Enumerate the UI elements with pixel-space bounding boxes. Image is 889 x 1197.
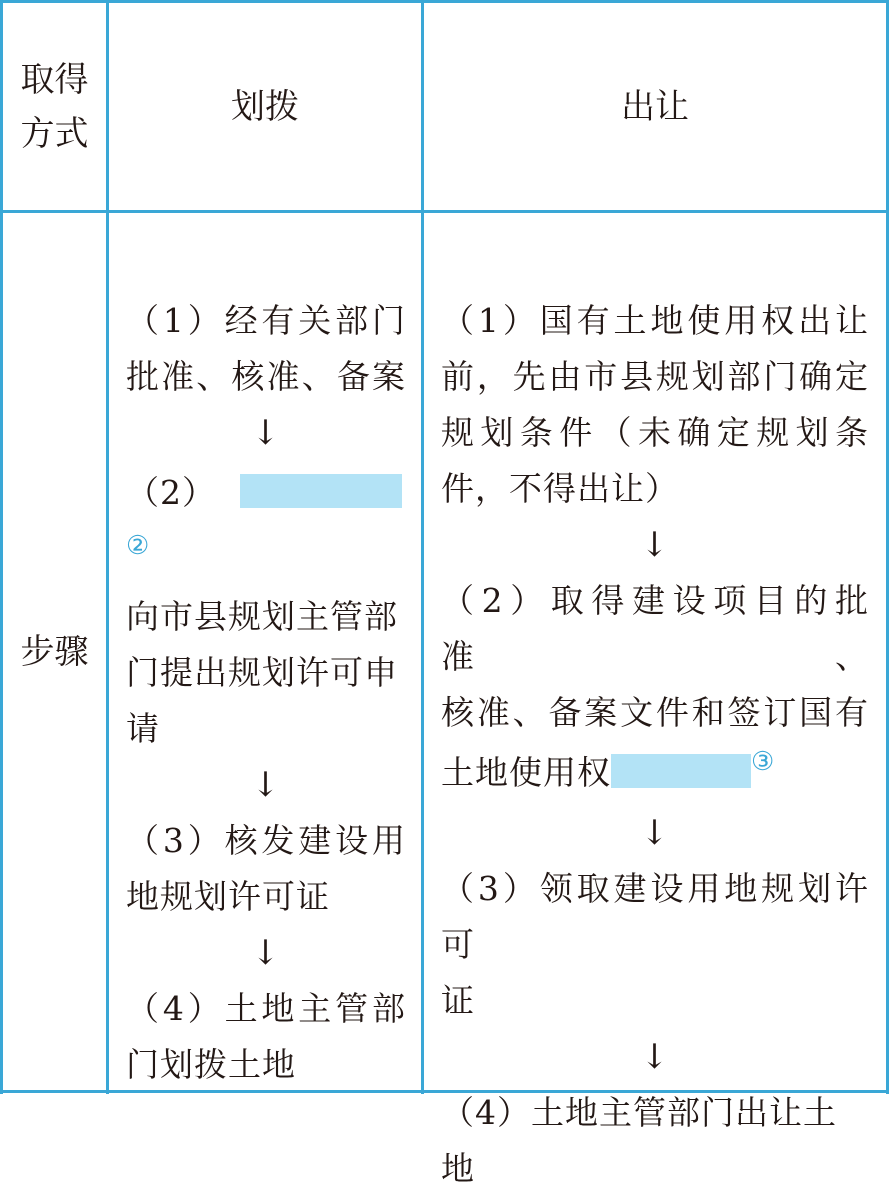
allocation-step1-line2: 批准、核准、备案 [126, 357, 406, 396]
header-method [3, 3, 106, 210]
allocation-step3-line1: （3）核发建设用 [126, 821, 406, 860]
header-allocation-label: 划拨 [231, 86, 299, 127]
transfer-step1-line3: 规划条件（未确定规划条 [441, 413, 869, 452]
transfer-step2-prefix: 土地使用权 [441, 753, 611, 792]
transfer-steps [441, 293, 869, 1197]
allocation-step2-line2: 向市县规划主管部 [126, 597, 398, 636]
header-transfer [424, 3, 886, 210]
row-label-steps [3, 213, 106, 1090]
allocation-step3-line2: 地规划许可证 [126, 877, 330, 916]
header-method-line1: 取得 [20, 59, 89, 100]
down-arrow-icon: ↓ [251, 933, 281, 973]
transfer-step3-line2: 证 [441, 981, 475, 1020]
allocation-step1-line1: （1）经有关部门 [126, 301, 406, 340]
header-allocation [109, 3, 421, 210]
allocation-step2-line4: 请 [126, 709, 160, 748]
allocation-step2-line1 [126, 461, 406, 589]
header-transfer-label: 出让 [621, 86, 689, 127]
down-arrow-icon: ↓ [251, 413, 281, 453]
allocation-step2-marker: ② [126, 531, 151, 561]
allocation-steps [126, 293, 406, 1093]
transfer-step2-line2: 核准、备案文件和签订国有 [441, 693, 869, 732]
allocation-step4-line1: （4）土地主管部 [126, 989, 406, 1028]
allocation-step4-line2: 门划拨土地 [126, 1045, 296, 1084]
transfer-step2-marker: ③ [751, 747, 776, 777]
transfer-step2-blank [611, 754, 751, 788]
allocation-step2-prefix: （2） [126, 473, 216, 512]
allocation-step2-line3: 门提出规划许可申 [126, 653, 398, 692]
header-method-line2: 方式 [20, 113, 89, 154]
down-arrow-icon: ↓ [251, 765, 281, 805]
down-arrow-icon: ↓ [640, 1037, 670, 1077]
transfer-step1-line4: 件，不得出让） [441, 469, 679, 508]
transfer-step1-line2: 前，先由市县规划部门确定 [441, 357, 869, 396]
transfer-step2-line3 [441, 741, 869, 805]
transfer-step3-line1: （3）领取建设用地规划许可 [441, 869, 869, 964]
transfer-step1-line1: （1）国有土地使用权出让 [441, 301, 869, 340]
border-header-bottom [0, 210, 889, 213]
down-arrow-icon: ↓ [640, 813, 670, 853]
transfer-step2-line1: （2）取得建设项目的批准、 [441, 581, 869, 676]
row-label-steps-text: 步骤 [20, 631, 89, 672]
down-arrow-icon: ↓ [640, 525, 670, 565]
transfer-step4-line1: （4）土地主管部门出让土地 [441, 1093, 837, 1188]
allocation-step2-blank [240, 474, 402, 508]
